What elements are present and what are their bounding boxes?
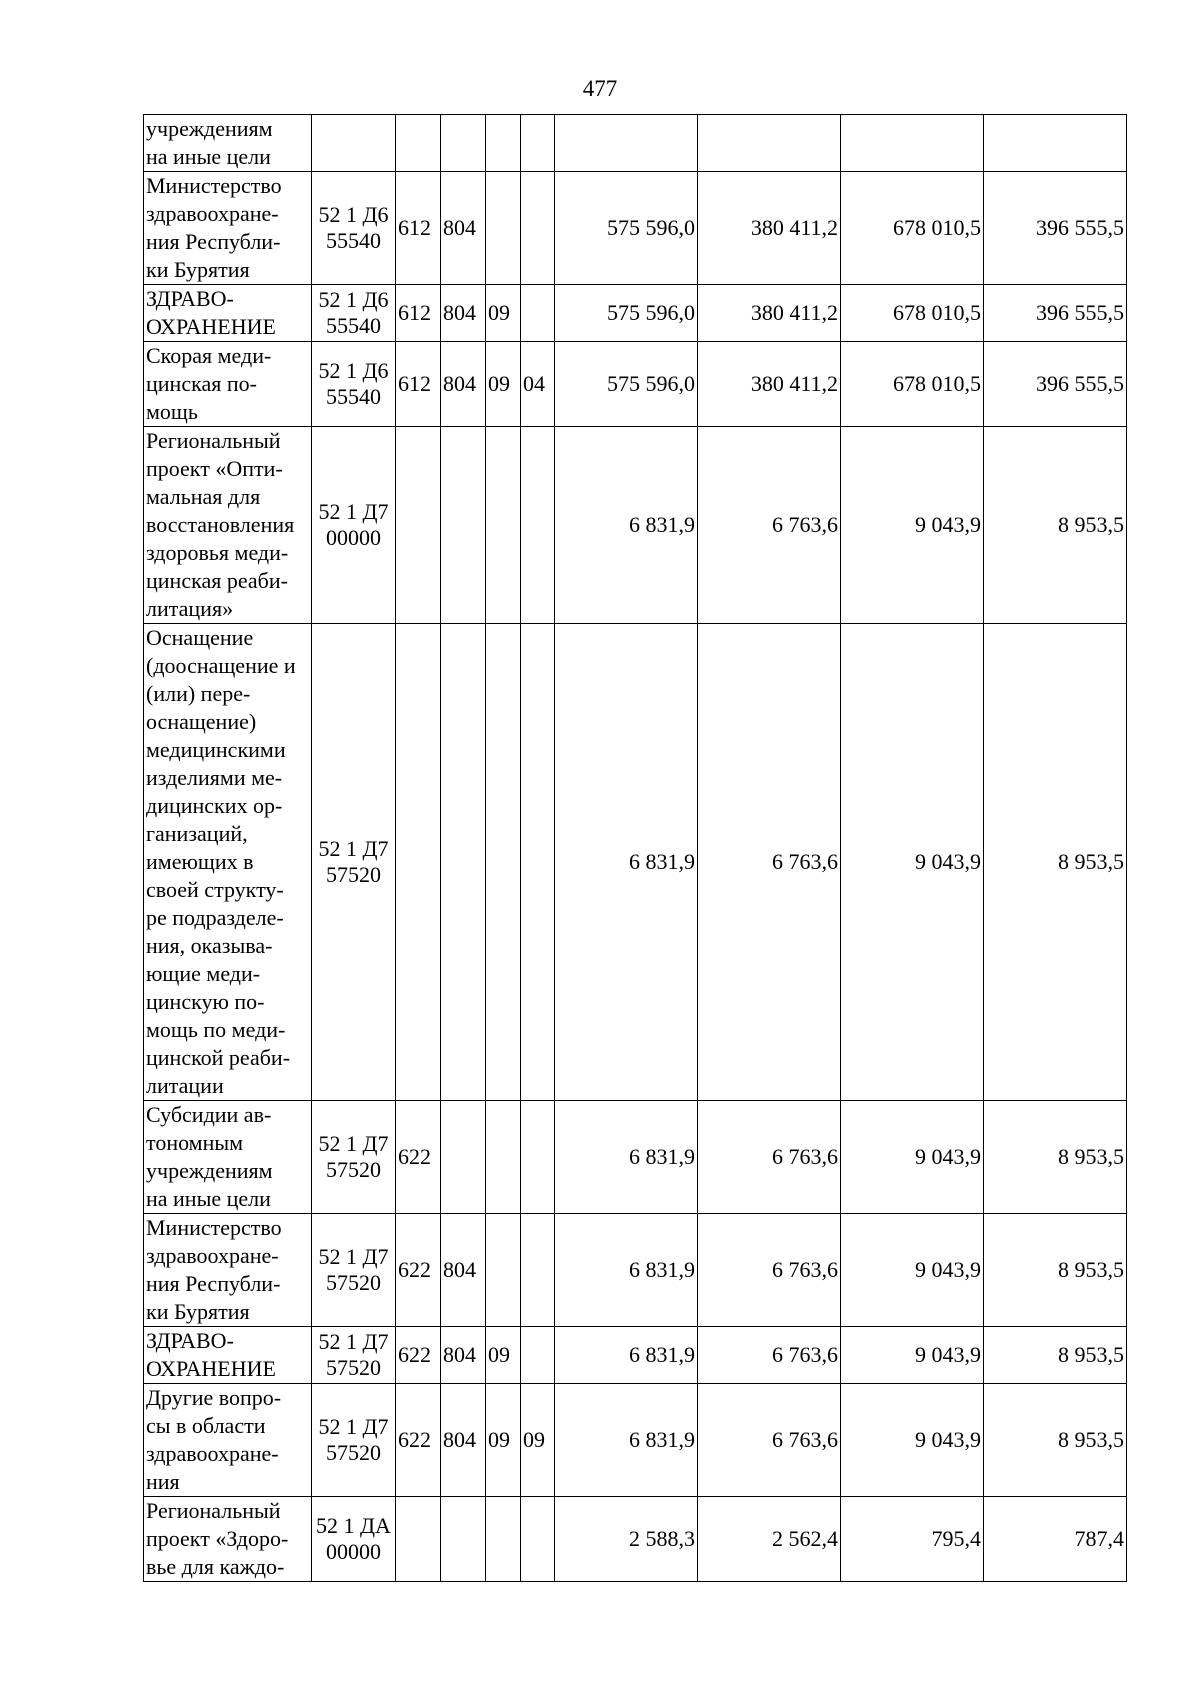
- amount-cell: 6 831,9: [555, 1214, 698, 1327]
- target-article-cell: [312, 624, 396, 1101]
- amount-cell: 396 555,5: [984, 172, 1127, 285]
- table-row: [144, 1214, 1127, 1327]
- row-name-line: (дооснащение и: [146, 653, 296, 678]
- row-name-line: вье для каждо-: [146, 1554, 285, 1579]
- row-name-cell: [144, 1384, 312, 1497]
- amount-cell: 6 763,6: [698, 624, 841, 1101]
- row-name-line: литации: [146, 1073, 224, 1098]
- subsection-cell: [521, 624, 555, 1101]
- amount-cell: 6 831,9: [555, 427, 698, 624]
- target-article-line: 52 1 Д7: [318, 1329, 389, 1354]
- row-name-line: здравоохране-: [146, 1243, 279, 1268]
- ministry-code-cell: 804: [441, 285, 486, 342]
- row-name-line: здоровья меди-: [146, 540, 289, 565]
- target-article-line: 57520: [326, 1157, 381, 1182]
- amount-cell: 678 010,5: [841, 342, 984, 427]
- row-name-line: проект «Опти-: [146, 456, 283, 481]
- row-name-line: учреждениям: [146, 1158, 273, 1183]
- row-name-line: учреждениям: [146, 116, 273, 141]
- amount-cell: 678 010,5: [841, 285, 984, 342]
- table-row: [144, 115, 1127, 172]
- row-name-line: тономным: [146, 1130, 244, 1155]
- table-row: [144, 1384, 1127, 1497]
- row-name-line: Региональный: [146, 1498, 281, 1523]
- row-name-line: ки Бурятия: [146, 257, 250, 282]
- target-article-line: 52 1 Д6: [318, 202, 389, 227]
- section-cell: [486, 624, 521, 1101]
- amount-cell: 8 953,5: [984, 624, 1127, 1101]
- row-name-cell: [144, 172, 312, 285]
- target-article-line: 57520: [326, 1270, 381, 1295]
- row-name-line: ОХРАНЕНИЕ: [146, 314, 276, 339]
- section-cell: 09: [486, 342, 521, 427]
- target-article-line: 55540: [326, 313, 381, 338]
- amount-cell: 787,4: [984, 1497, 1127, 1582]
- amount-cell: 8 953,5: [984, 1327, 1127, 1384]
- row-name-line: мощь по меди-: [146, 1017, 286, 1042]
- target-article-line: 57520: [326, 1355, 381, 1380]
- row-name-cell: [144, 1327, 312, 1384]
- row-name-line: мальная для: [146, 484, 261, 509]
- ministry-code-cell: 804: [441, 342, 486, 427]
- expense-type-cell: 622: [396, 1327, 441, 1384]
- target-article-cell: [312, 1101, 396, 1214]
- amount-cell: 396 555,5: [984, 342, 1127, 427]
- ministry-code-cell: [441, 1497, 486, 1582]
- row-name-line: цинская по-: [146, 371, 257, 396]
- table-body: [144, 115, 1127, 1582]
- target-article-line: 52 1 Д7: [318, 836, 389, 861]
- amount-cell: 6 763,6: [698, 1384, 841, 1497]
- table-row: [144, 427, 1127, 624]
- amount-cell: 9 043,9: [841, 1101, 984, 1214]
- row-name-line: Министерство: [146, 173, 282, 198]
- row-name-line: дицинских ор-: [146, 793, 283, 818]
- section-cell: [486, 115, 521, 172]
- target-article-cell: [312, 1384, 396, 1497]
- amount-cell: 9 043,9: [841, 624, 984, 1101]
- expense-type-cell: 622: [396, 1101, 441, 1214]
- row-name-line: оснащение): [146, 709, 257, 734]
- row-name-line: здравоохране-: [146, 201, 279, 226]
- amount-cell: 9 043,9: [841, 1214, 984, 1327]
- amount-cell: 2 588,3: [555, 1497, 698, 1582]
- row-name-cell: [144, 1497, 312, 1582]
- row-name-line: сы в области: [146, 1413, 266, 1438]
- target-article-line: 57520: [326, 1440, 381, 1465]
- row-name-cell: [144, 624, 312, 1101]
- row-name-line: (или) пере-: [146, 681, 251, 706]
- target-article-line: 55540: [326, 228, 381, 253]
- target-article-cell: [312, 285, 396, 342]
- row-name-line: ния Республи-: [146, 229, 281, 254]
- amount-cell: [698, 115, 841, 172]
- section-cell: 09: [486, 1384, 521, 1497]
- row-name-line: ния Республи-: [146, 1271, 281, 1296]
- target-article-line: 57520: [326, 862, 381, 887]
- ministry-code-cell: 804: [441, 172, 486, 285]
- row-name-cell: [144, 342, 312, 427]
- target-article-line: 52 1 Д6: [318, 287, 389, 312]
- row-name-line: проект «Здоро-: [146, 1526, 289, 1551]
- amount-cell: 2 562,4: [698, 1497, 841, 1582]
- section-cell: [486, 1214, 521, 1327]
- target-article-line: 00000: [326, 1539, 381, 1564]
- amount-cell: 6 831,9: [555, 1101, 698, 1214]
- amount-cell: 380 411,2: [698, 285, 841, 342]
- subsection-cell: [521, 172, 555, 285]
- ministry-code-cell: [441, 624, 486, 1101]
- row-name-cell: [144, 427, 312, 624]
- table-row: [144, 1327, 1127, 1384]
- section-cell: 09: [486, 1327, 521, 1384]
- row-name-line: мощь: [146, 399, 198, 424]
- amount-cell: 795,4: [841, 1497, 984, 1582]
- target-article-line: 52 1 Д7: [318, 499, 389, 524]
- subsection-cell: [521, 285, 555, 342]
- ministry-code-cell: 804: [441, 1327, 486, 1384]
- row-name-line: Региональный: [146, 428, 281, 453]
- subsection-cell: [521, 1214, 555, 1327]
- row-name-line: Министерство: [146, 1215, 282, 1240]
- amount-cell: 8 953,5: [984, 1384, 1127, 1497]
- amount-cell: 380 411,2: [698, 342, 841, 427]
- expense-type-cell: [396, 115, 441, 172]
- target-article-line: 52 1 Д6: [318, 358, 389, 383]
- ministry-code-cell: 804: [441, 1384, 486, 1497]
- table-row: [144, 1101, 1127, 1214]
- amount-cell: 6 831,9: [555, 624, 698, 1101]
- target-article-line: 52 1 Д7: [318, 1414, 389, 1439]
- row-name-line: своей структу-: [146, 877, 284, 902]
- row-name-line: цинскую по-: [146, 989, 265, 1014]
- page-number: 477: [582, 76, 618, 101]
- row-name-line: ЗДРАВО-: [146, 1328, 234, 1353]
- row-name-line: здравоохране-: [146, 1441, 279, 1466]
- expense-type-cell: [396, 1497, 441, 1582]
- subsection-cell: [521, 1101, 555, 1214]
- row-name-line: Другие вопро-: [146, 1385, 282, 1410]
- ministry-code-cell: [441, 427, 486, 624]
- target-article-cell: [312, 342, 396, 427]
- amount-cell: 8 953,5: [984, 1214, 1127, 1327]
- amount-cell: 6 763,6: [698, 427, 841, 624]
- row-name-line: ния, оказыва-: [146, 933, 273, 958]
- ministry-code-cell: 804: [441, 1214, 486, 1327]
- row-name-line: цинской реаби-: [146, 1045, 291, 1070]
- amount-cell: 8 953,5: [984, 427, 1127, 624]
- table-row: [144, 285, 1127, 342]
- target-article-cell: [312, 1214, 396, 1327]
- target-article-line: 55540: [326, 384, 381, 409]
- amount-cell: 9 043,9: [841, 1384, 984, 1497]
- budget-table: [143, 114, 1127, 1582]
- target-article-cell: [312, 115, 396, 172]
- ministry-code-cell: [441, 1101, 486, 1214]
- expense-type-cell: 612: [396, 172, 441, 285]
- amount-cell: 6 831,9: [555, 1327, 698, 1384]
- amount-cell: [841, 115, 984, 172]
- target-article-cell: [312, 1497, 396, 1582]
- amount-cell: 9 043,9: [841, 427, 984, 624]
- subsection-cell: 04: [521, 342, 555, 427]
- subsection-cell: [521, 1327, 555, 1384]
- target-article-line: 52 1 Д7: [318, 1131, 389, 1156]
- row-name-line: восстановления: [146, 512, 295, 537]
- row-name-line: на иные цели: [146, 144, 271, 169]
- section-cell: [486, 172, 521, 285]
- expense-type-cell: 622: [396, 1214, 441, 1327]
- subsection-cell: [521, 1497, 555, 1582]
- subsection-cell: [521, 427, 555, 624]
- expense-type-cell: 622: [396, 1384, 441, 1497]
- row-name-line: ре подразделе-: [146, 905, 284, 930]
- target-article-cell: [312, 172, 396, 285]
- row-name-line: ки Бурятия: [146, 1299, 250, 1324]
- expense-type-cell: [396, 427, 441, 624]
- section-cell: [486, 1497, 521, 1582]
- amount-cell: 380 411,2: [698, 172, 841, 285]
- amount-cell: 6 831,9: [555, 1384, 698, 1497]
- table-row: [144, 342, 1127, 427]
- row-name-cell: [144, 1214, 312, 1327]
- target-article-line: 52 1 ДА: [316, 1513, 391, 1538]
- row-name-line: изделиями ме-: [146, 765, 283, 790]
- subsection-cell: 09: [521, 1384, 555, 1497]
- section-cell: [486, 1101, 521, 1214]
- amount-cell: 9 043,9: [841, 1327, 984, 1384]
- target-article-line: 52 1 Д7: [318, 1244, 389, 1269]
- row-name-cell: [144, 285, 312, 342]
- amount-cell: 8 953,5: [984, 1101, 1127, 1214]
- row-name-line: ния: [146, 1469, 180, 1494]
- target-article-cell: [312, 427, 396, 624]
- section-cell: [486, 427, 521, 624]
- row-name-line: ОХРАНЕНИЕ: [146, 1356, 276, 1381]
- row-name-line: литация»: [146, 596, 234, 621]
- ministry-code-cell: [441, 115, 486, 172]
- target-article-cell: [312, 1327, 396, 1384]
- row-name-line: медицинскими: [146, 737, 286, 762]
- table-row: [144, 1497, 1127, 1582]
- amount-cell: 6 763,6: [698, 1327, 841, 1384]
- row-name-line: ющие меди-: [146, 961, 261, 986]
- row-name-line: имеющих в: [146, 849, 254, 874]
- target-article-line: 00000: [326, 525, 381, 550]
- table-row: [144, 624, 1127, 1101]
- row-name-line: на иные цели: [146, 1186, 271, 1211]
- expense-type-cell: 612: [396, 342, 441, 427]
- amount-cell: [984, 115, 1127, 172]
- row-name-line: Субсидии ав-: [146, 1102, 272, 1127]
- amount-cell: 6 763,6: [698, 1214, 841, 1327]
- amount-cell: 575 596,0: [555, 342, 698, 427]
- expense-type-cell: [396, 624, 441, 1101]
- row-name-cell: [144, 115, 312, 172]
- subsection-cell: [521, 115, 555, 172]
- section-cell: 09: [486, 285, 521, 342]
- amount-cell: [555, 115, 698, 172]
- row-name-cell: [144, 1101, 312, 1214]
- row-name-line: Скорая меди-: [146, 343, 272, 368]
- amount-cell: 575 596,0: [555, 172, 698, 285]
- row-name-line: ганизаций,: [146, 821, 248, 846]
- amount-cell: 575 596,0: [555, 285, 698, 342]
- amount-cell: 678 010,5: [841, 172, 984, 285]
- amount-cell: 396 555,5: [984, 285, 1127, 342]
- amount-cell: 6 763,6: [698, 1101, 841, 1214]
- table-row: [144, 172, 1127, 285]
- expense-type-cell: 612: [396, 285, 441, 342]
- row-name-line: цинская реаби-: [146, 568, 288, 593]
- row-name-line: ЗДРАВО-: [146, 286, 234, 311]
- row-name-line: Оснащение: [146, 625, 254, 650]
